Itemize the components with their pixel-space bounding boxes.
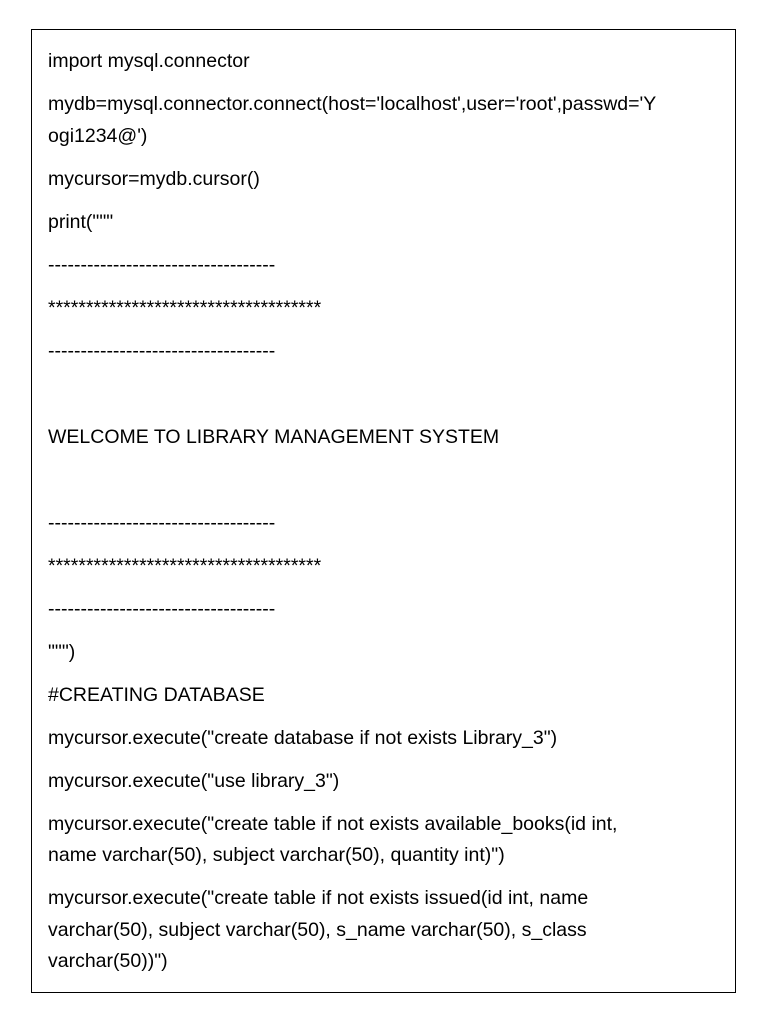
code-line-import: import mysql.connector [48, 50, 250, 72]
code-line-use-database: mycursor.execute("use library_3") [48, 769, 340, 792]
code-line-dash-rule: ----------------------------------- [48, 597, 276, 620]
code-line-print-close: """) [48, 640, 76, 663]
code-line-connect: mydb=mysql.connector.connect(host='localhost',user='root',passwd='Y ogi1234@') [48, 93, 657, 147]
code-line-create-available-books: mycursor.execute("create table if not exists available_books(id int, name varchar(50), subject varchar(50), quantity int)") [48, 812, 618, 866]
blank-line [48, 465, 724, 497]
blank-line [48, 379, 724, 411]
code-line-create-issued: mycursor.execute("create table if not exists issued(id int, name varchar(50), subject varchar(50), s_name varchar(50), s_class varchar(50))") [48, 887, 589, 972]
code-line-star-rule: ************************************ [48, 296, 322, 319]
code-line-comment: #CREATING DATABASE [48, 683, 265, 706]
code-line-cursor: mycursor=mydb.cursor() [48, 167, 260, 190]
code-line-create-database: mycursor.execute("create database if not exists Library_3") [48, 726, 558, 749]
code-line-dash-rule: ----------------------------------- [48, 253, 276, 276]
code-line-dash-rule: ----------------------------------- [48, 511, 276, 534]
code-listing [48, 46, 724, 989]
code-line-welcome: WELCOME TO LIBRARY MANAGEMENT SYSTEM [48, 425, 500, 448]
document-page [31, 29, 736, 993]
code-line-print-open: print(""" [48, 210, 114, 233]
code-line-star-rule: ************************************ [48, 554, 322, 577]
code-line-dash-rule: ----------------------------------- [48, 339, 276, 362]
